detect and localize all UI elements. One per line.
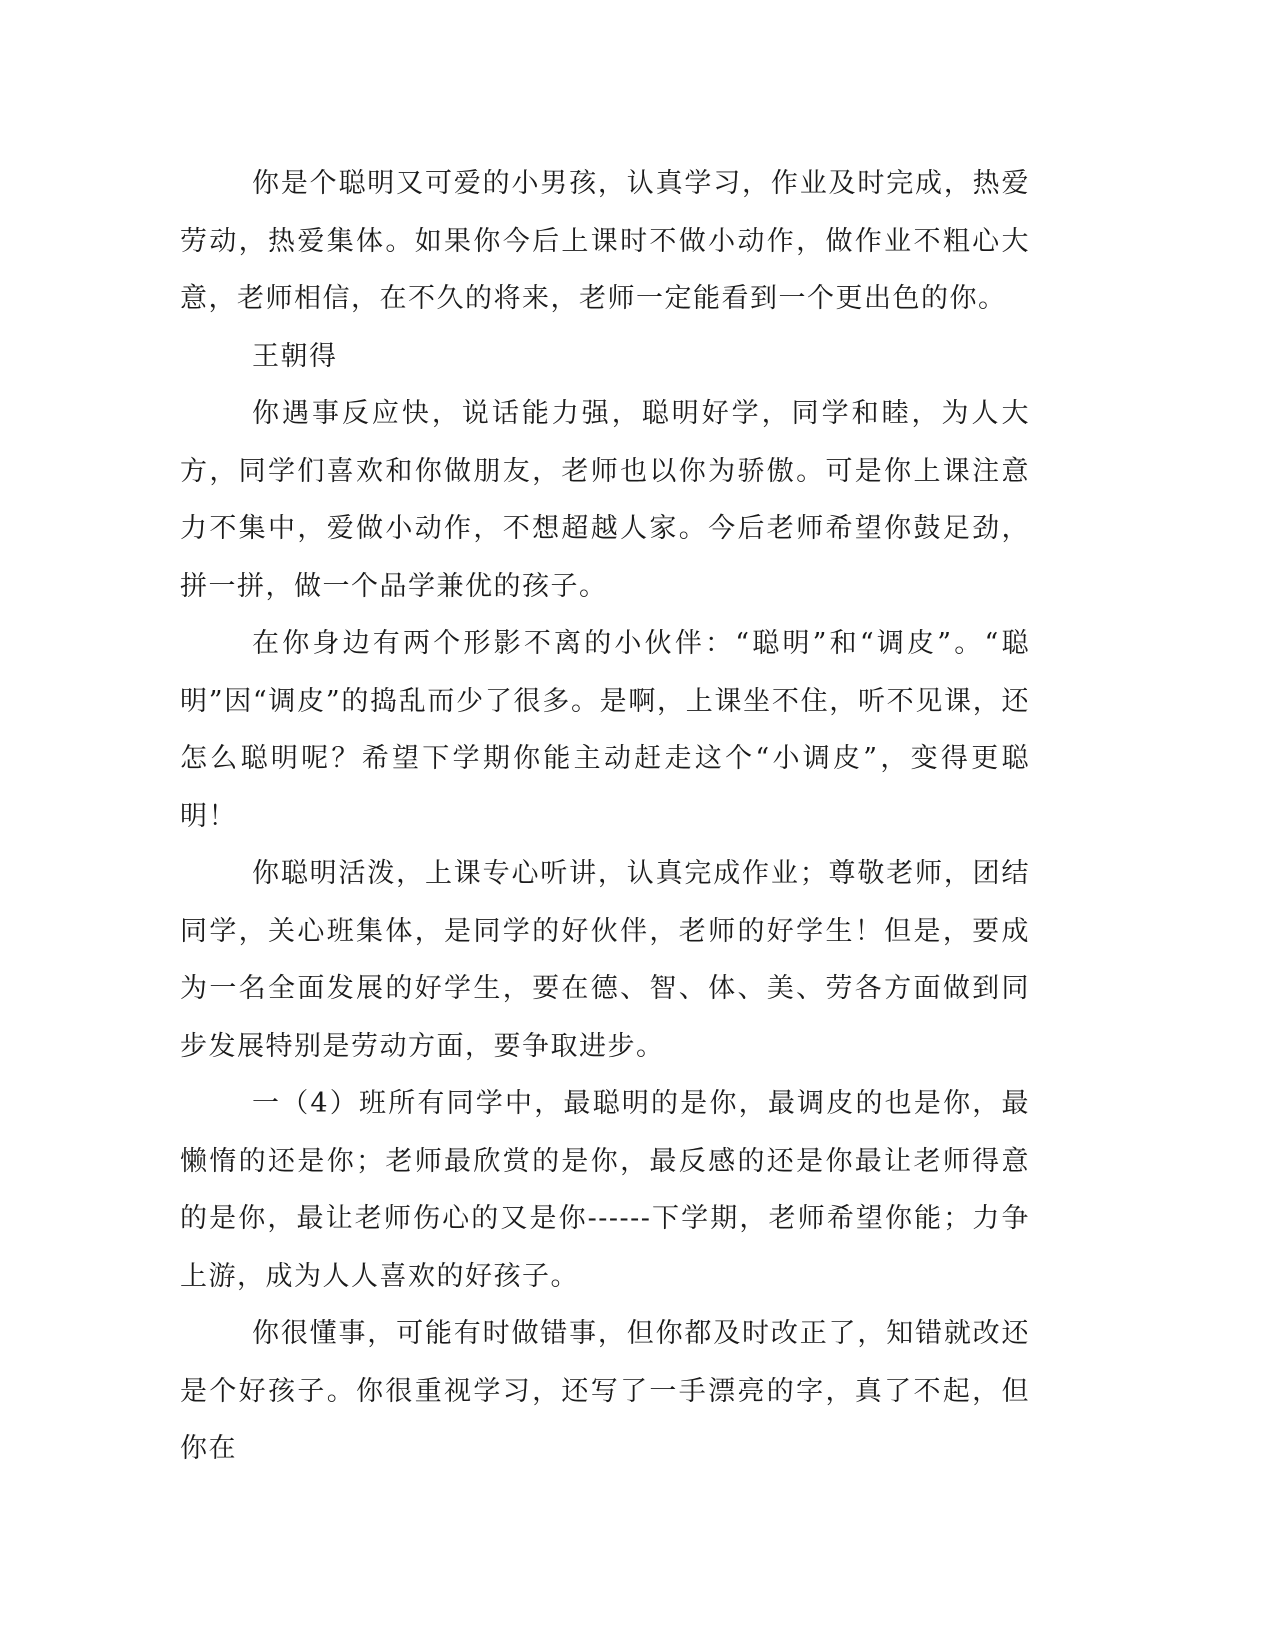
document-body (180, 155, 1030, 1478)
paragraph-comment-3: 在你身边有两个形影不离的小伙伴：“聪明”和“调皮”。“聪明”因“调皮”的捣乱而少了很多。是啊，上课坐不住，听不见课，还怎么聪明呢？希望下学期你能主动赶走这个“小调皮”，变得更聪明！ (180, 628, 1030, 832)
student-name-heading: 王朝得 (252, 340, 338, 372)
paragraph-comment-5: 一（4）班所有同学中，最聪明的是你，最调皮的也是你，最懒惰的还是你；老师最欣赏的是你，最反感的还是你最让老师得意的是你，最让老师伤心的又是你------下学期，老师希望你能；力争上游，成为人人喜欢的好孩子。 (180, 1088, 1030, 1292)
paragraph-comment-6: 你很懂事，可能有时做错事，但你都及时改正了，知错就改还是个好孩子。你很重视学习，还写了一手漂亮的字，真了不起，但你在 (180, 1318, 1030, 1464)
paragraph-comment-1: 你是个聪明又可爱的小男孩，认真学习，作业及时完成，热爱劳动，热爱集体。如果你今后上课时不做小动作，做作业不粗心大意，老师相信，在不久的将来，老师一定能看到一个更出色的你。 (180, 168, 1030, 314)
paragraph-comment-2: 你遇事反应快，说话能力强，聪明好学，同学和睦，为人大方，同学们喜欢和你做朋友，老师也以你为骄傲。可是你上课注意力不集中，爱做小动作，不想超越人家。今后老师希望你鼓足劲，拼一拼，做一个品学兼优的孩子。 (180, 398, 1030, 602)
paragraph-comment-4: 你聪明活泼，上课专心听讲，认真完成作业；尊敬老师，团结同学，关心班集体，是同学的好伙伴，老师的好学生！但是，要成为一名全面发展的好学生，要在德、智、体、美、劳各方面做到同步发展特别是劳动方面，要争取进步。 (180, 858, 1030, 1062)
